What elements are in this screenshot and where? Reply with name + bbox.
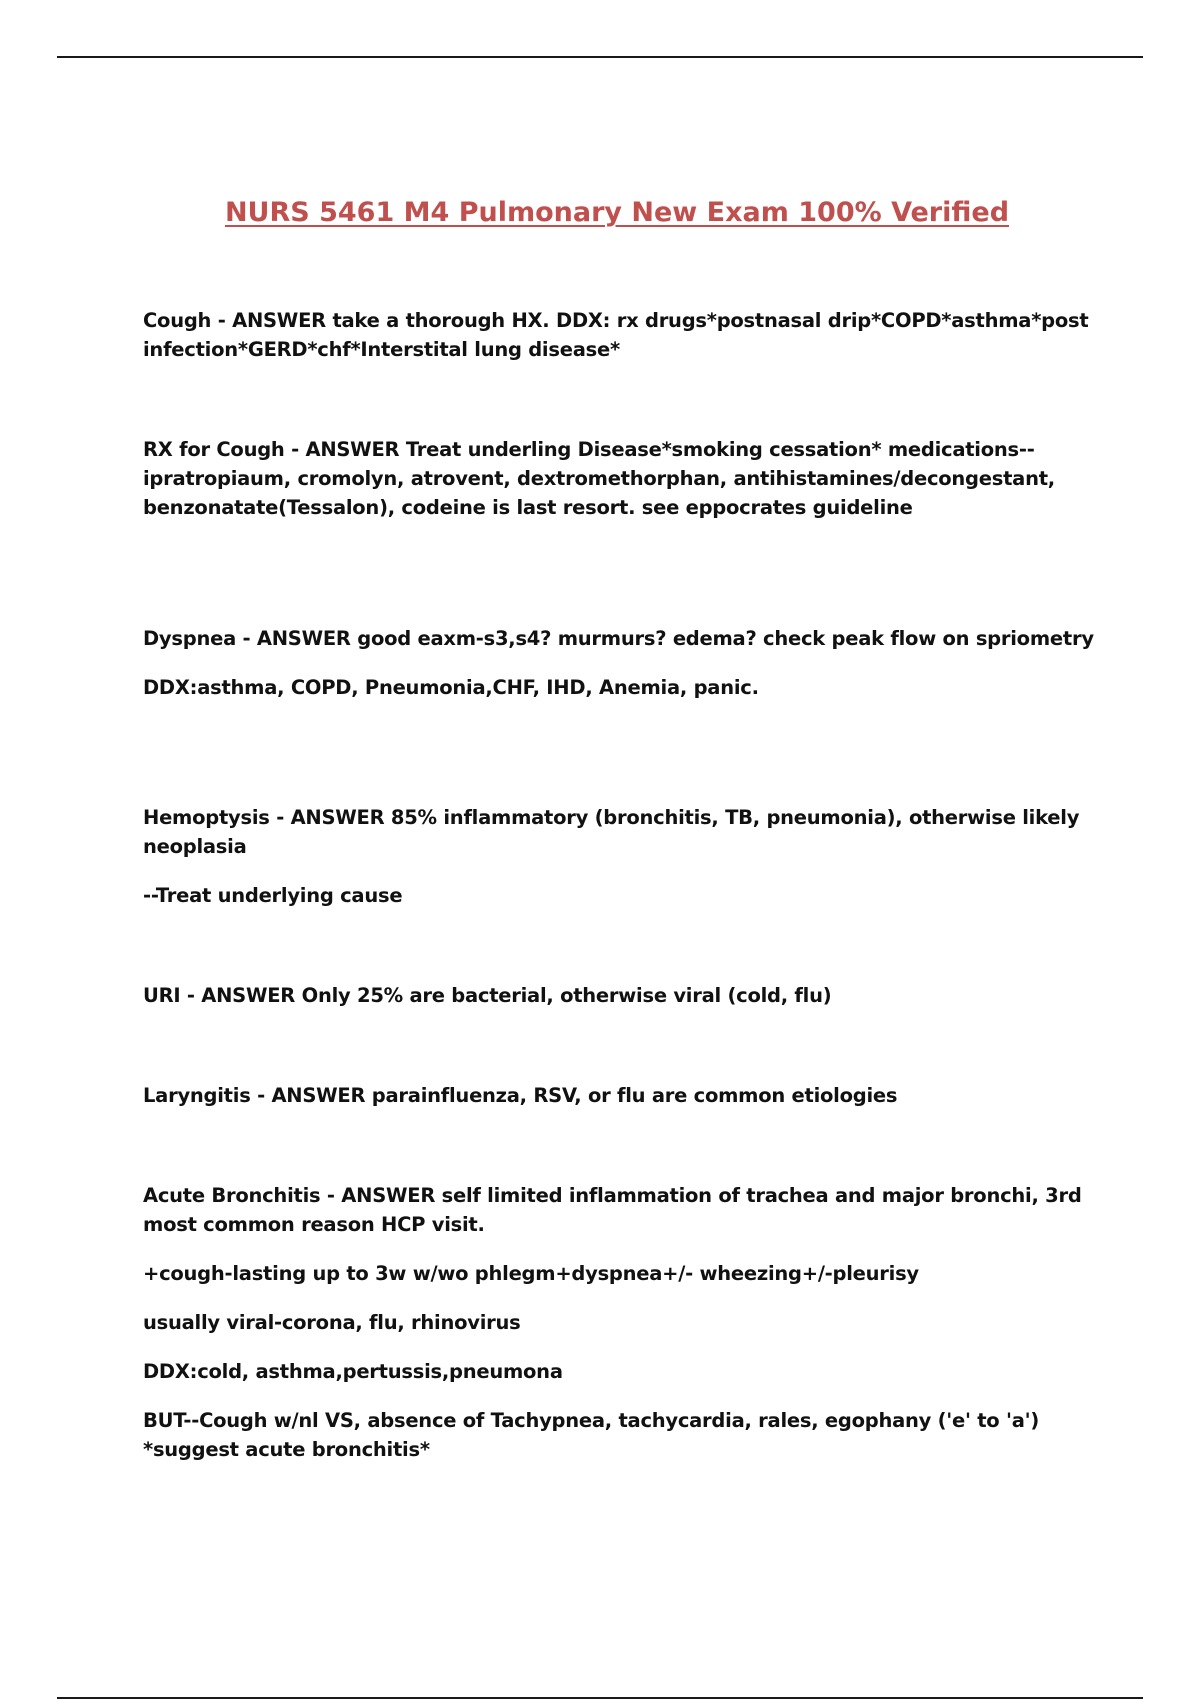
entry-paragraph: Hemoptysis - ANSWER 85% inflammatory (bronchitis, TB, pneumonia), otherwise likely neoplasia [143, 806, 1080, 858]
entry-paragraph: URI - ANSWER Only 25% are bacterial, otherwise viral (cold, flu) [143, 984, 832, 1007]
header-rule [57, 56, 1143, 58]
entry-paragraph: DDX:cold, asthma,pertussis,pneumona [143, 1360, 563, 1383]
document-title: NURS 5461 M4 Pulmonary New Exam 100% Verified [224, 197, 1010, 228]
entry-paragraph: usually viral-corona, flu, rhinovirus [143, 1311, 521, 1334]
entry-dyspnea [143, 624, 1098, 722]
entry-hemoptysis [143, 803, 1098, 930]
footer-rule [57, 1697, 1143, 1699]
entry-paragraph: +cough-lasting up to 3w w/wo phlegm+dyspnea+/- wheezing+/-pleurisy [143, 1262, 919, 1285]
entry-paragraph: --Treat underlying cause [143, 884, 403, 907]
entry-paragraph: RX for Cough - ANSWER Treat underling Disease*smoking cessation* medications--ipratropiaum, cromolyn, atrovent, dextromethorphan, antihistamines/decongestant, benzonatate(Tessalon), codeine is last resort. see eppocrates guideline [143, 438, 1055, 519]
entry-cough [143, 306, 1098, 384]
entry-paragraph: DDX:asthma, COPD, Pneumonia,CHF, IHD, Anemia, panic. [143, 676, 759, 699]
entry-uri [143, 981, 1098, 1030]
entry-rx-for-cough [143, 435, 1098, 542]
entry-acute-bronchitis [143, 1181, 1098, 1484]
entry-laryngitis [143, 1081, 1098, 1130]
entry-paragraph: Cough - ANSWER take a thorough HX. DDX: rx drugs*postnasal drip*COPD*asthma*post infection*GERD*chf*Interstital lung disease* [143, 309, 1089, 361]
entry-paragraph: BUT--Cough w/nl VS, absence of Tachypnea, tachycardia, rales, egophany ('e' to 'a') *suggest acute bronchitis* [143, 1409, 1040, 1461]
entry-paragraph: Acute Bronchitis - ANSWER self limited inflammation of trachea and major bronchi, 3rd most common reason HCP visit. [143, 1184, 1082, 1236]
entry-paragraph: Dyspnea - ANSWER good eaxm-s3,s4? murmurs? edema? check peak flow on spriometry [143, 627, 1094, 650]
entry-paragraph: Laryngitis - ANSWER parainfluenza, RSV, or flu are common etiologies [143, 1084, 898, 1107]
